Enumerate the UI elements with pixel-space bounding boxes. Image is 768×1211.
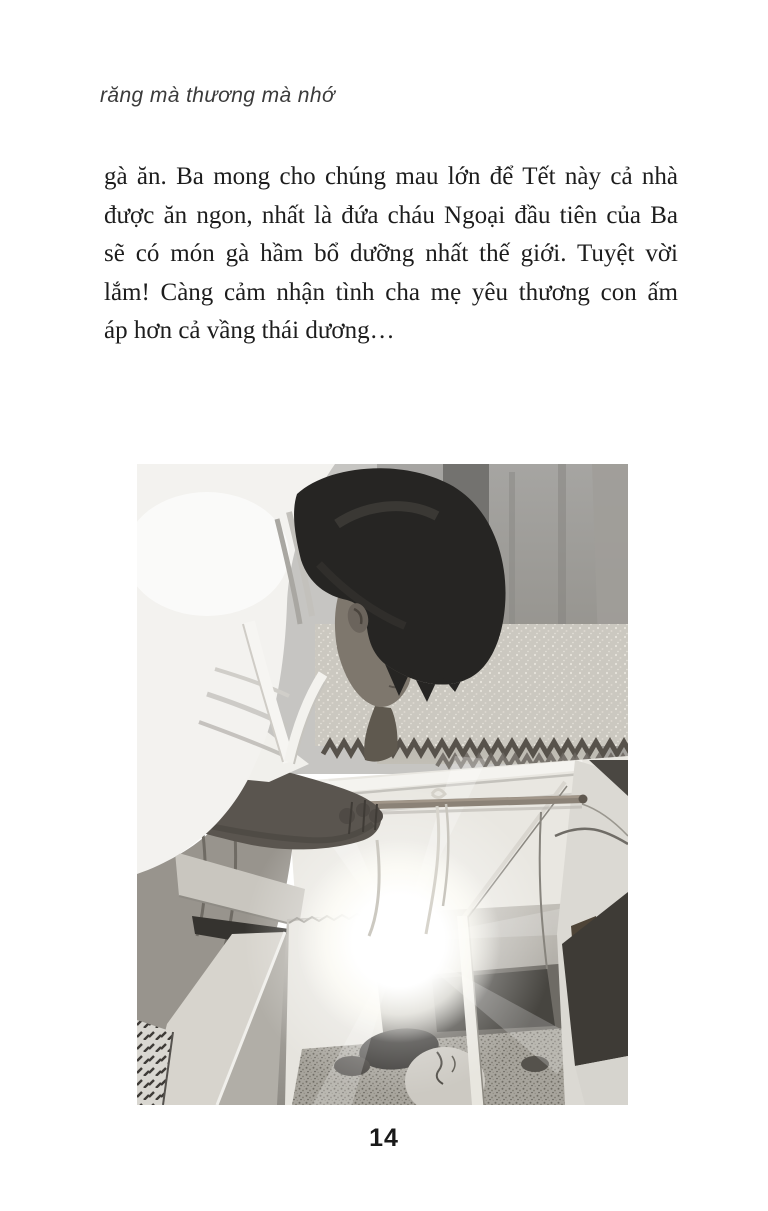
photo-illustration: [137, 464, 628, 1105]
dotted-rule-icon: [385, 97, 665, 107]
paragraph-line: gà ăn. Ba mong cho chúng mau lớn để Tết này cả nhà: [104, 163, 678, 190]
paragraph-line: áp hơn cả vầng thái dương…: [104, 317, 395, 345]
page-number: 14: [369, 1124, 399, 1152]
paragraph-line: lắm! Càng cảm nhận tình cha mẹ yêu thương con ấm: [104, 278, 678, 306]
paragraph-line: sẽ có món gà hầm bổ dưỡng nhất thế giới. Tuyệt vời: [104, 240, 678, 268]
running-title: răng mà thương mà nhớ: [100, 84, 336, 107]
paragraph: [104, 158, 678, 351]
paragraph-line: được ăn ngon, nhất là đứa cháu Ngoại đầu tiên của Ba: [104, 201, 678, 229]
